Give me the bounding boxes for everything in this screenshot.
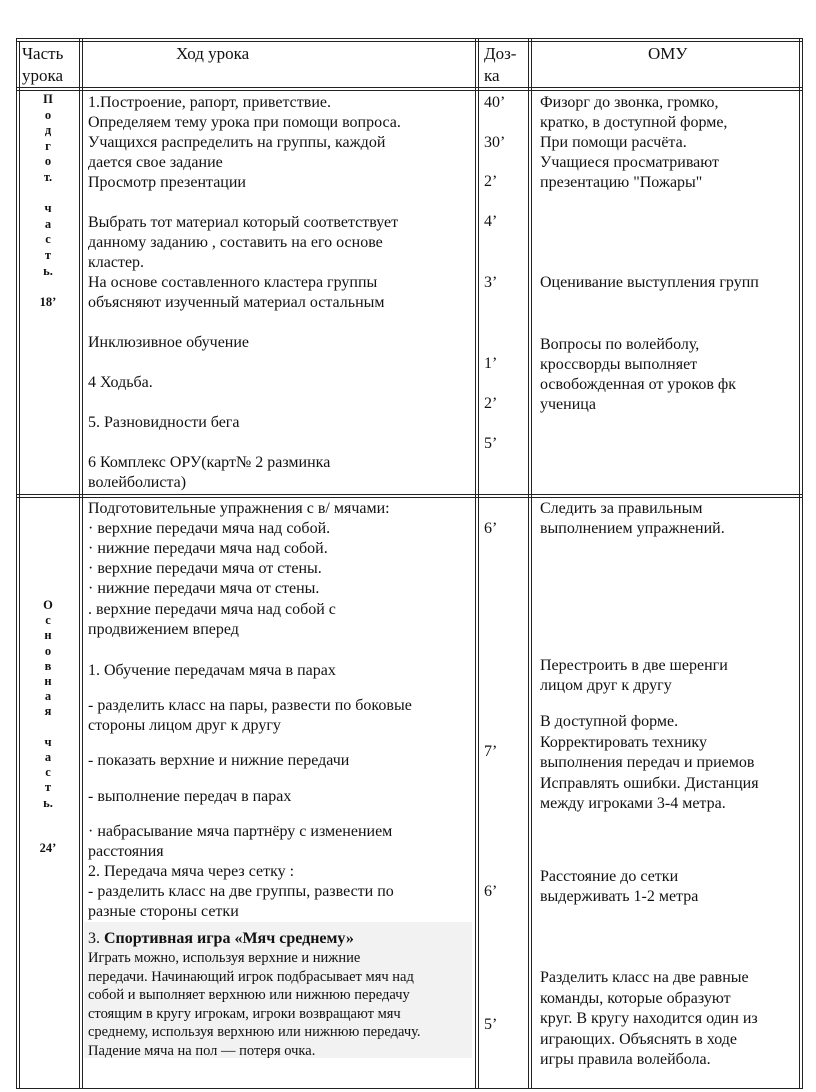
content-line: объясняют изученный материал остальным [88,294,385,311]
omu-block: Расстояние до сетки выдерживать 1-2 метра [540,868,699,905]
content-line: данному заданию , составить на его основе [88,234,383,251]
omu-block: Перестроить в две шеренги лицом друг к другу [540,657,728,694]
header-dosage-line1: Доз- [484,44,517,63]
duration: 30’ [484,134,506,151]
section1-content [88,93,401,493]
content-line: На основе составленного кластера группы [88,274,378,291]
net-step: - разделить класс на две группы, развести по [88,883,394,900]
game-description: Играть можно, используя верхние и нижние передачи. Начинающий игрок подбрасывает мяч над собой и выполняет верхнюю или нижнюю передачу стоящим в кругу игрокам, игроки возвращают мяч среднему, используя верхнюю или нижнюю передачу. Падение мяча на пол — потеря очка. [88,950,421,1059]
content-line: Учащихся распределить на группы, каждой [88,134,386,151]
content-line: 4 Ходьба. [88,374,153,391]
pairs-step: - показать верхние и нижние передачи [88,752,350,769]
pairs-step: · набрасывание мяча партнёру с изменением [88,823,393,840]
duration: 6’ [484,520,498,537]
pairs-title: 1. Обучение передачам мяча в парах [88,662,336,679]
omu-block: Физорг до звонка, громко, кратко, в доступной форме, При помощи расчёта. Учащиеся просматривают презентацию "Пожары" [540,94,728,191]
content-line: дается свое задание [88,154,223,171]
header-part-line1: Часть [22,44,64,63]
content-line: 1.Построение, рапорт, приветствие. [88,94,331,111]
content-line [88,433,401,453]
content-line: 6 Комплекс ОРУ(карт№ 2 разминка [88,454,331,471]
prep-item: . верхние передачи мяча над собой с [88,601,336,618]
section1-vertical-label: П о д г о т. ч а с т ь. 18’ [39,92,57,309]
omu-block: Вопросы по волейболу, кроссворды выполняет освобожденная от уроков фк ученица [540,336,737,413]
prep-item: · нижние передачи мяча над собой. [88,540,328,557]
content-line: Определяем тему урока при помощи вопроса. [88,114,401,131]
content-line: Просмотр презентации [88,174,246,191]
prep-item: · верхние передачи мяча от стены. [88,560,322,577]
game-heading: 3. Спортивная игра «Мяч среднему» [88,930,354,947]
content-line: кластер. [88,254,145,271]
omu-block: Следить за правильным выполнением упражнений. [540,500,725,537]
prep-item: · нижние передачи мяча от стены. [88,580,320,597]
content-line: 5. Разновидности бега [88,414,240,431]
content-line [88,313,401,333]
prep-item: продвижением вперед [88,621,239,638]
content-line: волейболиста) [88,474,187,491]
section2-vertical-label: О с н о в н а я ч а с т ь. 24’ [39,598,57,856]
game-title: Спортивная игра «Мяч среднему» [104,930,354,947]
pairs-step: стороны лицом друг к другу [88,717,281,734]
duration: 3’ [484,274,498,291]
duration: 4’ [484,213,498,230]
duration: 40’ [484,94,506,111]
duration: 2’ [484,395,498,412]
header-dosage-line2: ка [484,66,500,85]
content-line [88,393,401,413]
pairs-step: - разделить класс на пары, развести по боковые [88,697,412,714]
prep-title: Подготовительные упражнения с в/ мячами: [88,500,390,517]
duration: 5’ [484,435,498,452]
omu-block: Разделить класс на две равные команды, которые образуют круг. В кругу находится один из играющих. Объяснять в ходе игры правила волейбола. [540,969,758,1068]
omu-block: В доступной форме. Корректировать технику выполнения передач и приемов Исправлять ошибки. Дистанция между игроками 3-4 метра. [540,713,759,812]
pairs-step: - выполнение передач в парах [88,788,292,805]
duration: 5’ [484,1016,498,1033]
pairs-step: расстояния [88,843,164,860]
duration: 6’ [484,883,498,900]
omu-block: Оценивание выступления групп [540,274,759,291]
content-line [88,193,401,213]
duration: 1’ [484,355,498,372]
header-course: Ход урока [176,44,250,63]
content-line: Выбрать тот материал который соответствует [88,214,399,231]
net-title: 2. Передача мяча через сетку : [88,863,295,880]
prep-item: · верхние передачи мяча над собой. [88,520,331,537]
content-line [88,353,401,373]
duration: 2’ [484,173,498,190]
duration: 7’ [484,743,498,760]
content-line: Инклюзивное обучение [88,334,250,351]
header-part-line2: урока [22,66,64,85]
header-omu: ОМУ [648,44,688,63]
net-step: разные стороны сетки [88,903,239,920]
